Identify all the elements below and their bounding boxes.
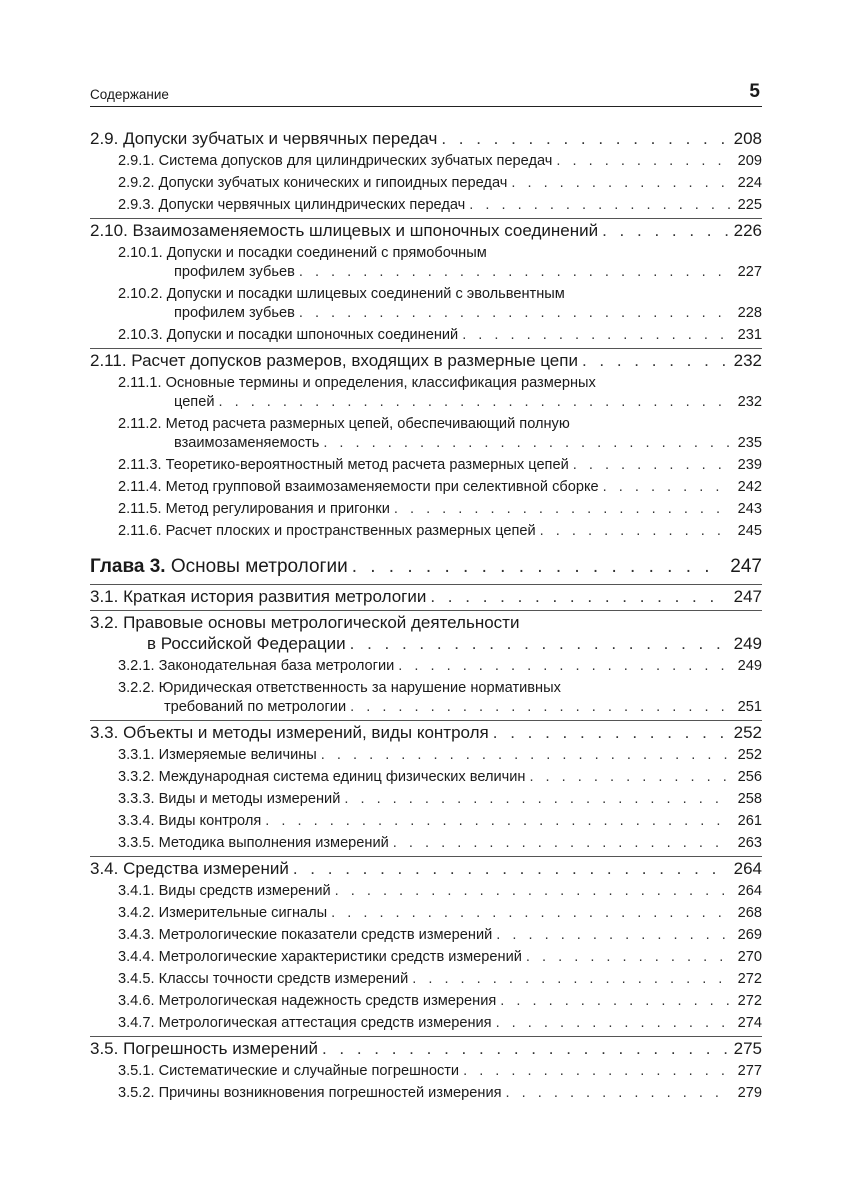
entry-number: 3.2.2. bbox=[118, 680, 155, 696]
entry-title: Допуски и посадки шлицевых соединений с эвольвентным bbox=[166, 286, 565, 302]
toc-entry[interactable] bbox=[90, 679, 762, 717]
entry-page: 208 bbox=[733, 129, 762, 148]
entry-page: 264 bbox=[737, 883, 762, 899]
entry-number: 2.10. bbox=[90, 221, 128, 240]
dot-leader bbox=[299, 304, 732, 323]
toc-chapter-entry[interactable] bbox=[90, 555, 762, 579]
toc-entry[interactable] bbox=[90, 1014, 762, 1033]
dot-leader bbox=[350, 698, 732, 717]
entry-number: 2.10.1. bbox=[118, 245, 163, 261]
entry-number: 3.3.3. bbox=[118, 791, 155, 807]
entry-page: 226 bbox=[733, 221, 762, 240]
toc-entry[interactable] bbox=[90, 904, 762, 923]
entry-title: Международная система единиц физических величин bbox=[158, 769, 526, 785]
entry-title: Метод регулирования и пригонки bbox=[165, 501, 390, 517]
entry-title: Расчет плоских и пространственных размерных цепей bbox=[165, 523, 536, 539]
entry-title-continued: профилем зубьев bbox=[174, 305, 295, 321]
entry-title: Метрологические показатели средств измерений bbox=[158, 927, 493, 943]
toc-entry[interactable] bbox=[90, 768, 762, 787]
entry-page: 249 bbox=[733, 634, 762, 653]
entry-page: 256 bbox=[737, 769, 762, 785]
toc-entry[interactable] bbox=[90, 244, 762, 282]
entry-number: 3.4.2. bbox=[118, 905, 155, 921]
entry-number: 3.4. bbox=[90, 859, 119, 878]
entry-title: Метрологическая надежность средств измерения bbox=[158, 993, 497, 1009]
dot-leader bbox=[441, 128, 727, 149]
entry-page: 252 bbox=[737, 747, 762, 763]
entry-page: 275 bbox=[733, 1039, 762, 1058]
toc-entry[interactable] bbox=[90, 1062, 762, 1081]
entry-title: Метод расчета размерных цепей, обеспечивающий полную bbox=[165, 416, 570, 432]
entry-page: 261 bbox=[737, 813, 762, 829]
entry-title: Допуски и посадки соединений с прямобочным bbox=[166, 245, 487, 261]
dot-leader bbox=[352, 555, 725, 579]
entry-number: 3.3.5. bbox=[118, 835, 155, 851]
entry-title-continued: взаимозаменяемость bbox=[174, 435, 320, 451]
entry-number: 2.11.1. bbox=[118, 375, 162, 391]
toc-entry[interactable] bbox=[90, 456, 762, 475]
entry-page: 247 bbox=[733, 587, 762, 606]
entry-number: 2.11.6. bbox=[118, 523, 162, 539]
dot-leader bbox=[322, 1038, 728, 1059]
toc-entry[interactable] bbox=[90, 882, 762, 901]
entry-page: 264 bbox=[733, 859, 762, 878]
entry-number: 2.10.2. bbox=[118, 286, 163, 302]
entry-title: Взаимозаменяемость шлицевых и шпоночных соединений bbox=[132, 221, 599, 240]
dot-leader bbox=[540, 522, 732, 541]
entry-title: Виды и методы измерений bbox=[158, 791, 341, 807]
dot-leader bbox=[506, 1084, 732, 1103]
dot-leader bbox=[350, 633, 728, 654]
entry-page: 245 bbox=[737, 523, 762, 539]
entry-page: 249 bbox=[737, 658, 762, 674]
dot-leader bbox=[493, 722, 728, 743]
entry-title: Допуски зубчатых конических и гипоидных передач bbox=[158, 175, 508, 191]
chapter-title: Основы метрологии bbox=[170, 556, 348, 577]
entry-title: Методика выполнения измерений bbox=[158, 835, 389, 851]
dot-leader bbox=[218, 393, 731, 412]
entry-title: Допуски и посадки шпоночных соединений bbox=[166, 327, 459, 343]
page-header bbox=[90, 78, 762, 107]
entry-number: 3.2.1. bbox=[118, 658, 155, 674]
entry-page: 258 bbox=[737, 791, 762, 807]
entry-number: 3.5.2. bbox=[118, 1085, 155, 1101]
dot-leader bbox=[344, 790, 731, 809]
entry-number: 2.11. bbox=[90, 351, 127, 370]
entry-title: Правовые основы метрологической деятельности bbox=[123, 613, 520, 632]
entry-number: 2.10.3. bbox=[118, 327, 163, 343]
dot-leader bbox=[500, 992, 731, 1011]
entry-page: 268 bbox=[737, 905, 762, 921]
entry-number: 3.3.1. bbox=[118, 747, 155, 763]
dot-leader bbox=[398, 657, 731, 676]
toc-entry[interactable] bbox=[90, 522, 762, 541]
entry-number: 3.3. bbox=[90, 723, 119, 742]
running-title: Содержание bbox=[90, 87, 169, 102]
toc-entry[interactable] bbox=[90, 834, 762, 853]
page-number: 5 bbox=[749, 81, 760, 102]
toc-entry[interactable] bbox=[90, 657, 762, 676]
entry-page: 227 bbox=[737, 264, 762, 280]
toc-entry[interactable] bbox=[90, 152, 762, 171]
entry-page: 270 bbox=[737, 949, 762, 965]
dot-leader bbox=[393, 834, 732, 853]
entry-page: 232 bbox=[733, 351, 762, 370]
toc-entry[interactable] bbox=[90, 948, 762, 967]
entry-number: 2.11.5. bbox=[118, 501, 162, 517]
entry-page: 243 bbox=[737, 501, 762, 517]
entry-number: 3.4.1. bbox=[118, 883, 155, 899]
toc-entry[interactable] bbox=[90, 174, 762, 193]
dot-leader bbox=[556, 152, 731, 171]
table-of-contents bbox=[90, 125, 762, 1103]
entry-title: Виды средств измерений bbox=[158, 883, 331, 899]
toc-entry[interactable] bbox=[90, 610, 762, 654]
entry-title: Измеряемые величины bbox=[158, 747, 317, 763]
entry-title-continued: профилем зубьев bbox=[174, 264, 295, 280]
toc-entry[interactable] bbox=[90, 1084, 762, 1103]
entry-number: 2.11.3. bbox=[118, 457, 162, 473]
toc-entry[interactable] bbox=[90, 970, 762, 989]
entry-page: 231 bbox=[737, 327, 762, 343]
entry-page: 247 bbox=[730, 556, 762, 577]
entry-title: Расчет допусков размеров, входящих в размерные цепи bbox=[131, 351, 578, 370]
entry-title-continued: требований по метрологии bbox=[164, 699, 347, 715]
toc-entry[interactable] bbox=[90, 926, 762, 945]
entry-number: 2.11.2. bbox=[118, 416, 162, 432]
entry-number: 3.1. bbox=[90, 587, 119, 606]
entry-title: Классы точности средств измерений bbox=[158, 971, 409, 987]
entry-number: 2.9.2. bbox=[118, 175, 155, 191]
dot-leader bbox=[469, 196, 731, 215]
dot-leader bbox=[511, 174, 731, 193]
dot-leader bbox=[331, 904, 732, 923]
entry-title: Теоретико-вероятностный метод расчета размерных цепей bbox=[165, 457, 569, 473]
entry-title: Погрешность измерений bbox=[123, 1039, 318, 1058]
toc-entry[interactable] bbox=[90, 746, 762, 765]
entry-title: Основные термины и определения, классификация размерных bbox=[165, 375, 596, 391]
entry-title-continued: в Российской Федерации bbox=[147, 634, 346, 653]
entry-page: 242 bbox=[737, 479, 762, 495]
entry-title: Средства измерений bbox=[123, 859, 289, 878]
dot-leader bbox=[573, 456, 732, 475]
entry-title-continued: цепей bbox=[174, 394, 215, 410]
entry-number: 3.3.4. bbox=[118, 813, 155, 829]
dot-leader bbox=[602, 220, 728, 241]
dot-leader bbox=[394, 500, 732, 519]
toc-entry[interactable] bbox=[90, 285, 762, 323]
dot-leader bbox=[529, 768, 731, 787]
entry-page: 279 bbox=[737, 1085, 762, 1101]
entry-page: 224 bbox=[737, 175, 762, 191]
toc-entry[interactable] bbox=[90, 992, 762, 1011]
toc-entry[interactable] bbox=[90, 218, 762, 241]
entry-number: 3.4.5. bbox=[118, 971, 155, 987]
entry-page: 277 bbox=[737, 1063, 762, 1079]
entry-number: 3.5.1. bbox=[118, 1063, 155, 1079]
toc-entry[interactable] bbox=[90, 812, 762, 831]
entry-number: 3.3.2. bbox=[118, 769, 155, 785]
entry-title: Допуски зубчатых и червячных передач bbox=[123, 129, 438, 148]
toc-entry[interactable] bbox=[90, 128, 762, 149]
dot-leader bbox=[321, 746, 732, 765]
toc-entry[interactable] bbox=[90, 374, 762, 412]
dot-leader bbox=[335, 882, 732, 901]
entry-page: 239 bbox=[737, 457, 762, 473]
toc-entry[interactable] bbox=[90, 196, 762, 215]
entry-number: 3.2. bbox=[90, 613, 119, 632]
toc-entry[interactable] bbox=[90, 500, 762, 519]
entry-title: Объекты и методы измерений, виды контроля bbox=[123, 723, 489, 742]
entry-title: Причины возникновения погрешностей измерения bbox=[158, 1085, 502, 1101]
dot-leader bbox=[496, 1014, 732, 1033]
toc-entry[interactable] bbox=[90, 790, 762, 809]
entry-number: 2.9.1. bbox=[118, 153, 155, 169]
dot-leader bbox=[463, 1062, 732, 1081]
entry-title: Допуски червячных цилиндрических передач bbox=[158, 197, 466, 213]
dot-leader bbox=[293, 858, 728, 879]
dot-leader bbox=[526, 948, 732, 967]
entry-title: Метрологическая аттестация средств измерения bbox=[158, 1015, 492, 1031]
entry-page: 225 bbox=[737, 197, 762, 213]
entry-page: 209 bbox=[737, 153, 762, 169]
entry-title: Законодательная база метрологии bbox=[158, 658, 395, 674]
entry-page: 251 bbox=[737, 699, 762, 715]
entry-page: 272 bbox=[737, 971, 762, 987]
entry-number: 3.4.4. bbox=[118, 949, 155, 965]
toc-entry[interactable] bbox=[90, 326, 762, 345]
dot-leader bbox=[299, 263, 732, 282]
entry-title: Система допусков для цилиндрических зубчатых передач bbox=[158, 153, 553, 169]
entry-page: 232 bbox=[737, 394, 762, 410]
entry-page: 274 bbox=[737, 1015, 762, 1031]
entry-page: 269 bbox=[737, 927, 762, 943]
entry-number: 3.4.6. bbox=[118, 993, 155, 1009]
toc-entry[interactable] bbox=[90, 415, 762, 453]
toc-entry[interactable] bbox=[90, 720, 762, 743]
entry-title: Виды контроля bbox=[158, 813, 262, 829]
dot-leader bbox=[496, 926, 731, 945]
entry-title: Систематические и случайные погрешности bbox=[158, 1063, 460, 1079]
entry-page: 228 bbox=[737, 305, 762, 321]
dot-leader bbox=[462, 326, 731, 345]
toc-entry[interactable] bbox=[90, 584, 762, 607]
entry-number: 2.9. bbox=[90, 129, 119, 148]
entry-title: Измерительные сигналы bbox=[158, 905, 328, 921]
entry-page: 263 bbox=[737, 835, 762, 851]
entry-number: 3.4.3. bbox=[118, 927, 155, 943]
entry-title: Краткая история развития метрологии bbox=[123, 587, 427, 606]
dot-leader bbox=[323, 434, 731, 453]
entry-title: Метрологические характеристики средств измерений bbox=[158, 949, 522, 965]
entry-number: 2.9.3. bbox=[118, 197, 155, 213]
entry-title: Метод групповой взаимозаменяемости при селективной сборке bbox=[165, 479, 599, 495]
entry-page: 272 bbox=[737, 993, 762, 1009]
dot-leader bbox=[582, 350, 728, 371]
toc-entry[interactable] bbox=[90, 478, 762, 497]
entry-page: 235 bbox=[737, 435, 762, 451]
entry-number: 3.5. bbox=[90, 1039, 119, 1058]
chapter-label: Глава 3. bbox=[90, 556, 166, 577]
toc-entry[interactable] bbox=[90, 1036, 762, 1059]
toc-entry[interactable] bbox=[90, 856, 762, 879]
entry-number: 2.11.4. bbox=[118, 479, 162, 495]
entry-number: 3.4.7. bbox=[118, 1015, 155, 1031]
toc-entry[interactable] bbox=[90, 348, 762, 371]
dot-leader bbox=[430, 586, 727, 607]
dot-leader bbox=[265, 812, 731, 831]
entry-title: Юридическая ответственность за нарушение нормативных bbox=[158, 680, 561, 696]
entry-page: 252 bbox=[733, 723, 762, 742]
dot-leader bbox=[603, 478, 732, 497]
dot-leader bbox=[412, 970, 731, 989]
